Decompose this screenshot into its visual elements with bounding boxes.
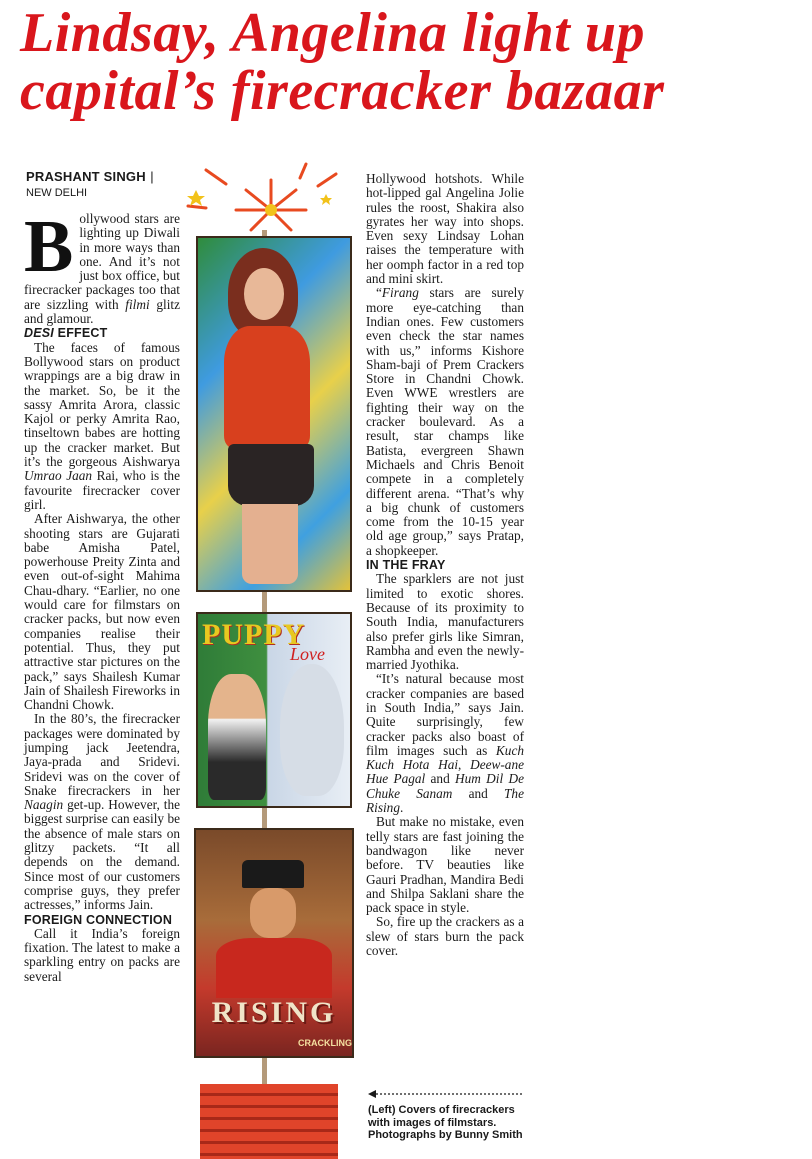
intro-text: ollywood stars are lighting up Diwali in more ways than one. And it’s not just box office, but firecracker packages too that are sizzling with — [24, 211, 180, 312]
figure-face — [244, 268, 284, 320]
firecracker-bundle-photo — [200, 1084, 338, 1159]
headline — [20, 4, 810, 120]
headline-line-2: capital’s firecracker bazaar — [20, 60, 665, 122]
paragraph-emphasis: Naagin — [24, 797, 64, 813]
paragraph-text: . — [399, 800, 404, 816]
paragraph-text: and — [425, 771, 456, 787]
subhead-foreign-connection: FOREIGN CONNECTION — [24, 912, 173, 927]
dropcap: B — [24, 206, 74, 288]
cracker-pack-photo-rising — [194, 828, 354, 1058]
intro-emphasis: filmi — [125, 296, 150, 312]
cracker-pack-photo-puppy-love — [196, 612, 352, 808]
paragraph-text: and — [452, 785, 505, 801]
paragraph-emphasis: Umrao Jaan — [24, 468, 93, 484]
figure-red-top — [224, 326, 310, 448]
subhead-rest: EFFECT — [53, 326, 108, 341]
film-title: Deew-ane Hue Pagal — [366, 757, 524, 787]
intro-paragraph — [24, 206, 180, 327]
pack-title: RISING — [211, 996, 337, 1029]
paragraph-emphasis: Firang — [381, 285, 419, 301]
article-column-3 — [366, 172, 524, 958]
paragraph-text: The faces of famous Bollywood stars on product wrappings are a big draw in the market. So, be it the sassy Amrita Arora, classic Kajol or perky Amrita Rao, tinseltown babes are hotting up the cracker market. But it’s the gorgeous Aishwarya — [24, 339, 180, 470]
headline-line-1: Lindsay, Angelina light up — [20, 2, 645, 64]
paragraph-text: “It’s natural because most cracker companies are based in South India,” says Jain. Quite surprisingly, few cracker packs also boast of film images such as — [366, 671, 524, 758]
firework-burst-graphic — [186, 160, 356, 240]
paragraph-text: In the 80’s, the firecracker packages were dominated by jumping jack Jeetendra, Jaya-prada and Sridevi. Sridevi was on the cover of Snake firecrackers in her — [24, 711, 180, 798]
paragraph — [366, 672, 524, 815]
paragraph: Hollywood hotshots. While hot-lipped gal Angelina Jolie rules the roost, Shakira also gyrates her way into shops. Even sexy Lindsay Lohan raises the temperature with her oomph factor in a red top and mini skirt. — [366, 171, 524, 287]
subhead-in-the-fray: IN THE FRAY — [366, 558, 446, 573]
paragraph: Call it India’s foreign fixation. The latest to make a sparkling entry on packs are several — [24, 925, 180, 984]
figure-hat — [242, 860, 304, 888]
cracker-pack-photo-lindsay — [196, 236, 352, 592]
author-name: PRASHANT SINGH — [26, 169, 146, 184]
film-title: The Rising — [366, 785, 524, 816]
pack-subtitle: CRACKLING — [298, 1038, 352, 1048]
subhead-desi-effect — [24, 326, 180, 340]
byline — [26, 168, 154, 199]
dateline-location: NEW DELHI — [26, 187, 88, 199]
figure-legs — [242, 504, 298, 584]
figure-red-coat — [216, 938, 332, 998]
paragraph: After Aishwarya, the other shooting stars are Gujarati babe Amisha Patel, powerhouse Preity Zinta and even out-of-sight Mahima Chau-dhary. “Earlier, no one would care for filmstars on cracker packs, but now even companies realise their potential. Thus, they put attractive star pictures on the pack,” says Shailesh Kumar Jain of Shailesh Fireworks in Chandni Chowk. — [24, 511, 180, 713]
figure-face-closeup — [280, 664, 344, 796]
caption-arrow-icon — [368, 1090, 524, 1098]
pack-subtitle: Love — [290, 644, 325, 664]
paragraph: The sparklers are not just limited to exotic shores. Because of its proximity to South India, manufacturers also prefer girls like Simran, Rambha and even the newly-married Jyothika. — [366, 571, 524, 673]
paragraph: So, fire up the crackers as a slew of stars burn the pack cover. — [366, 914, 524, 959]
paragraph-text: Rai, who is the favourite firecracker cover girl. — [24, 468, 180, 512]
intro-text-end: glitz and glamour. — [24, 296, 180, 327]
paragraph-text: , — [458, 757, 471, 773]
paragraph-text: stars are surely more eye-catching than Indian ones. Few customers even check the star names with us,” informs Kishore Sham-baji of Prem Crackers Store in Chandni Chowk. Even WWE wrestlers are fighting their way on the cracker boulevard. As a result, star champs like Batista, evergreen Shawn Michaels and Chris Benoit compete in a completely different arena. “That’s why a big chunk of customers come from the 10-15 year old age group,” says Pratap, a shopkeeper. — [366, 285, 524, 558]
paragraph — [24, 341, 180, 513]
film-title: Hum Dil De Chuke Sanam — [366, 771, 524, 801]
paragraph — [366, 286, 524, 558]
subhead-emphasis: DESI — [24, 326, 54, 341]
paragraph-text: get-up. However, the biggest surprise can easily be the absence of male stars on glitzy packets. “It all depends on the demand. Since most of our customers comprise guys, they prefer actresses,” informs Jain. — [24, 797, 180, 913]
figure-skirt — [228, 444, 314, 506]
photo-caption: (Left) Covers of firecrackers with images of filmstars. Photographs by Bunny Smith — [368, 1104, 523, 1141]
pack-title: PUPPY — [202, 618, 306, 651]
figure-face — [250, 888, 296, 938]
figure-girl — [208, 674, 266, 800]
film-title: Kuch Kuch Hota Hai — [366, 742, 524, 773]
byline-separator: | — [150, 169, 154, 184]
paragraph: But make no mistake, even telly stars are fast joining the bandwagon like never before. TV beauties like Gauri Pradhan, Mandira Bedi and Shilpa Saklani share the pack space in style. — [366, 814, 524, 916]
paragraph-text: “ — [376, 285, 382, 301]
paragraph — [24, 712, 180, 912]
article-column-1 — [24, 206, 180, 984]
